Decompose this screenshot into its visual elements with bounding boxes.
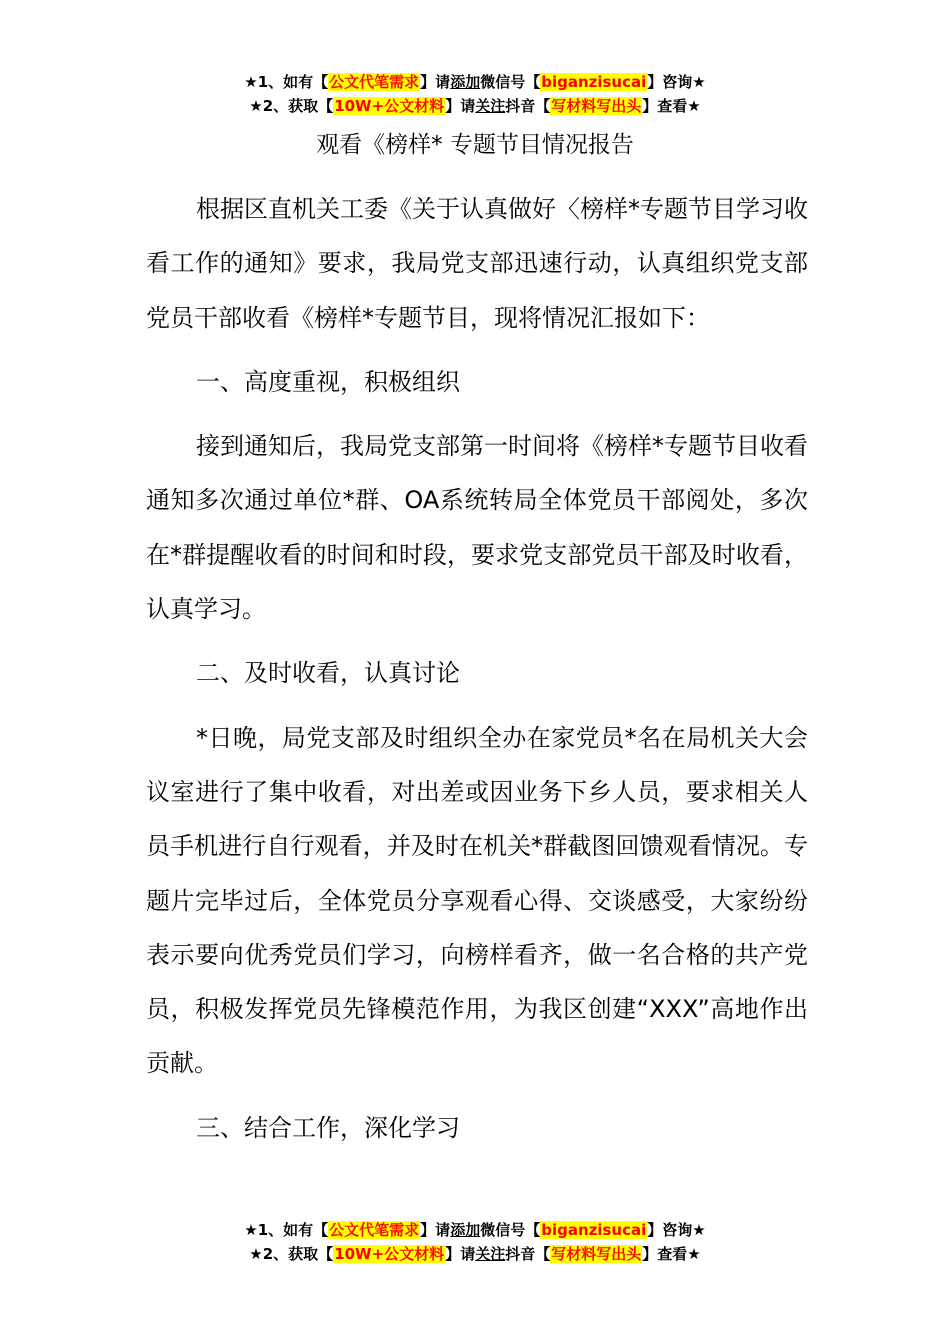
promo-text: 抖音【 [505,97,551,115]
document-body [146,182,808,1165]
promo-text: ★1、如有【 [244,1221,329,1239]
promo-highlight-wechat-id: biganzisucai [541,1221,647,1239]
promo-text: 】请 [420,73,451,91]
promo-highlight-douyin-id: 写材料写出头 [551,97,642,115]
promo-text: 】请 [445,97,476,115]
promo-text: 】查看★ [642,97,701,115]
promo-line-2 [0,94,950,118]
promo-highlight-service: 公文代笔需求 [329,73,420,91]
section-heading-1: 一、高度重视，积极组织 [196,367,460,396]
promo-highlight-materials: 10W+公文材料 [334,97,445,115]
paragraph-section-2: *日晚，局党支部及时组织全办在家党员*名在局机关大会议室进行了集中收看，对出差或因业务下乡人员，要求相关人员手机进行自行观看，并及时在机关*群截图回馈观看情况。专题片完毕过后，全体党员分享观看心得、交谈感受，大家纷纷表示要向优秀党员们学习，向榜样看齐，做一名合格的共产党员，积极发挥党员先锋模范作用，为我区创建“XXX”高地作出贡献。 [146,723,808,1078]
promo-highlight-service: 公文代笔需求 [329,1221,420,1239]
promo-text: 】请 [420,1221,451,1239]
promo-text: 】请 [445,1245,476,1263]
promo-text: 抖音【 [505,1245,551,1263]
promo-banner-bottom [0,1218,950,1266]
promo-text: 微信号【 [480,73,541,91]
promo-line-1 [0,1218,950,1242]
promo-banner-top [0,70,950,118]
promo-text: 】咨询★ [647,1221,706,1239]
section-heading-3: 三、结合工作，深化学习 [196,1113,460,1142]
promo-text: 】咨询★ [647,73,706,91]
section-heading-2: 二、及时收看，认真讨论 [196,659,460,688]
promo-underline: 添加 [450,1221,481,1239]
promo-highlight-douyin-id: 写材料写出头 [551,1245,642,1263]
promo-text: 微信号【 [480,1221,541,1239]
promo-line-1 [0,70,950,94]
promo-text: ★2、获取【 [249,1245,334,1263]
promo-text: ★1、如有【 [244,73,329,91]
promo-highlight-wechat-id: biganzisucai [541,73,647,91]
promo-text: ★2、获取【 [249,97,334,115]
promo-line-2 [0,1242,950,1266]
promo-underline: 关注 [475,1245,506,1263]
paragraph-intro: 根据区直机关工委《关于认真做好〈榜样*专题节目学习收看工作的通知》要求，我局党支部迅速行动，认真组织党支部党员干部收看《榜样*专题节目，现将情况汇报如下： [146,195,808,332]
paragraph-section-1: 接到通知后，我局党支部第一时间将《榜样*专题节目收看通知多次通过单位*群、OA系统转局全体党员干部阅处，多次在*群提醒收看的时间和时段，要求党支部党员干部及时收看，认真学习。 [146,432,808,624]
promo-underline: 添加 [450,73,481,91]
promo-text: 】查看★ [642,1245,701,1263]
promo-underline: 关注 [475,97,506,115]
promo-highlight-materials: 10W+公文材料 [334,1245,445,1263]
document-title: 观看《榜样* 专题节目情况报告 [316,132,634,158]
